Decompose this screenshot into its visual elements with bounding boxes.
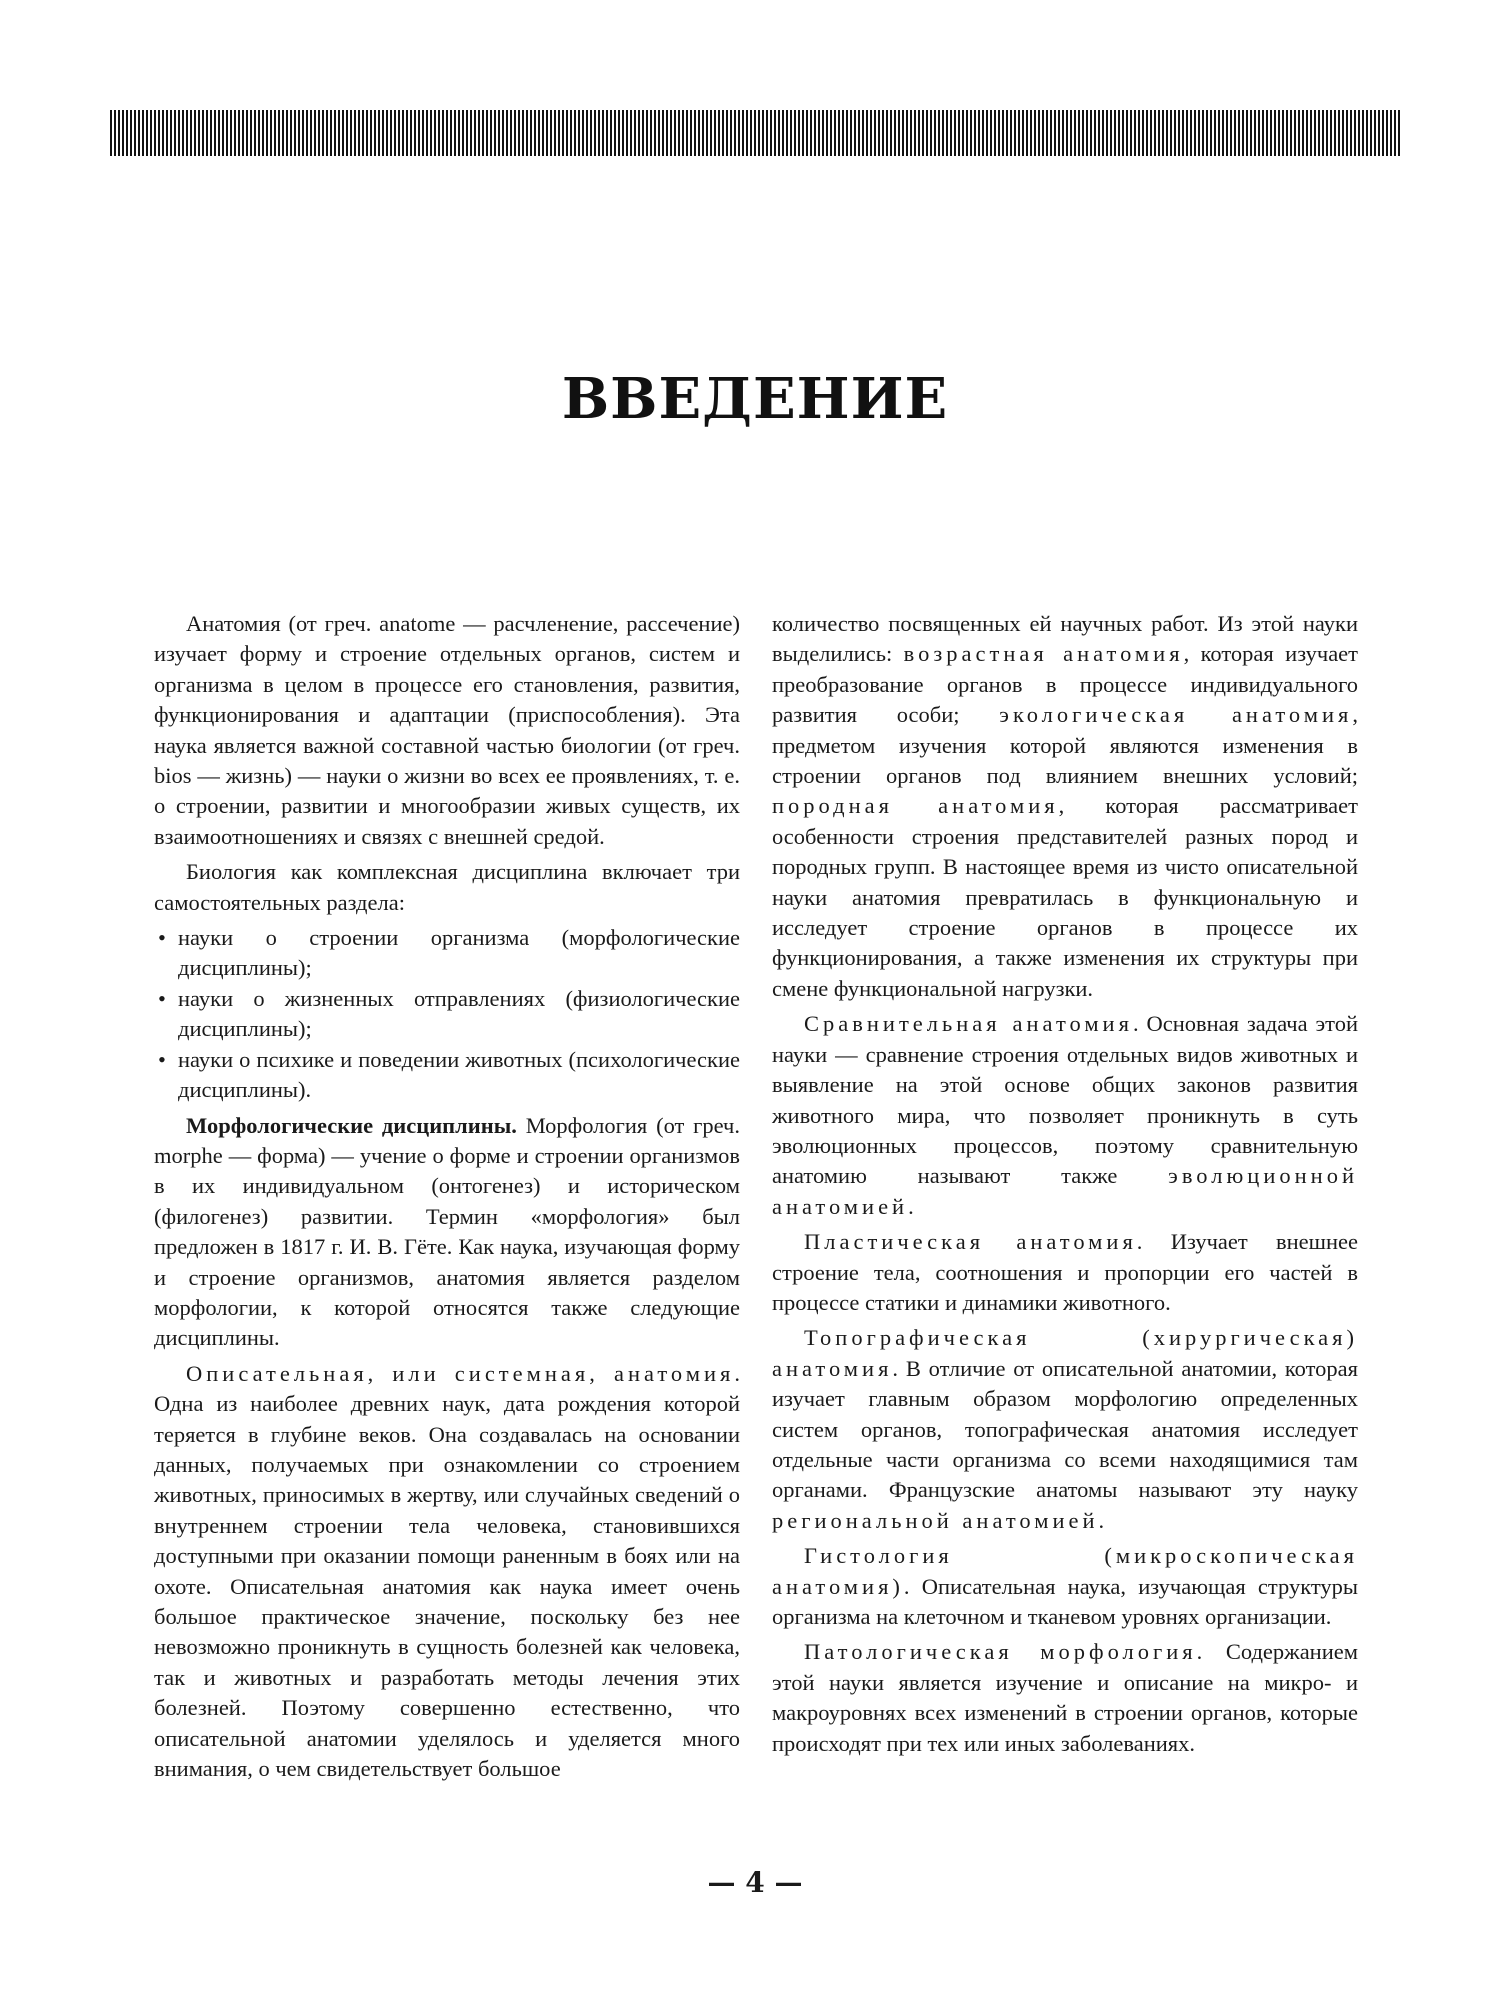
text: . Описательная наука, изучающая структуры организма на клеточном и тканевом уровнях организации. [772,1573,1358,1629]
term: Топографическая (хирургическая) анатомия [772,1325,1358,1381]
list-item: • науки о психике и поведении животных (психологические дисциплины). [154,1045,740,1106]
paragraph: Биология как комплексная дисциплина включает три самостоятельных раздела: [154,859,740,915]
paragraph: Анатомия (от греч. anatome — расчленение, рассечение) изучает форму и строение отдельных органов, систем и организма в целом в процессе его становления, развития, функционирования и адаптации (приспособления). Эта наука является важной составной частью биологии (от греч. bios — жизнь) — науки о жизни во всех ее проявлениях, т. е. о строении, развитии и многообразии живых существ, их взаимоотношениях и связях с внешней средой. [154,611,740,849]
chapter-title: ВВЕДЕНИЕ [561,365,949,432]
left-column [154,609,740,1789]
term: возрастная анатомия [903,641,1184,667]
paragraph [154,1111,740,1354]
paragraph [772,1009,1358,1222]
text: , предметом изучения которой являются изменения в строении органов под влиянием внешних условий; [772,702,1358,789]
text: . В отличие от описательной анатомии, которая изучает главным образом морфологию определенных систем органов, топографическая анатомия исследует отдельные части организма со всеми находящимися там органами. Французские анатомы называют эту науку [772,1355,1358,1503]
right-column [772,609,1358,1764]
text: , которая изучает преобразование органов в процессе индивидуального развития особи; [772,641,1358,728]
section-heading: Морфологические дисциплины. [186,1112,517,1138]
decorative-barcode-strip [110,110,1401,156]
text: . Одна из наиболее древних наук, дата рождения которой теряется в глубине веков. Она создавалась на основании данных, получаемых при ознакомлении со строением животных, приносимых в жертву, или случайных сведений о внутреннем строении тела человека, становившихся доступными при оказании помощи раненным в боях или на охоте. Описательная анатомия как наука имеет очень большое практическое значение, поскольку без нее невозможно проникнуть в сущность болезней как человека, так и животных и разработать методы лечения этих болезней. Поэтому совершенно естественно, что описательной анатомии уделялось и уделяется много внимания, о чем свидетельствует большое [154,1360,740,1782]
text: . Содержанием этой науки является изучение и описание на микро- и макроуровнях всех изменений в строении органов, которые происходят при тех или иных заболеваниях. [772,1639,1358,1756]
list-item: • науки о жизненных отправлениях (физиологические дисциплины); [154,984,740,1045]
text: , которая рассматривает особенности строения представителей разных пород и породных групп. В настоящее время из чисто описательной науки анатомия превратилась в функциональную и исследует строение органов в процессе их функционирования, а также изменения их структуры при смене функциональной нагрузки. [772,793,1358,1001]
text: . Изучает внешнее строение тела, соотношения и пропорции его частей в процессе статики и динамики животного. [772,1229,1358,1315]
text: . [908,1193,914,1219]
term: Патологическая морфология [804,1639,1197,1665]
term: Сравнительная анатомия [804,1011,1133,1037]
paragraph [772,1637,1358,1759]
term: Описательная, или системная, анатомия [186,1360,735,1386]
paragraph [154,1359,740,1785]
text: . Основная задача этой науки — сравнение строения отдельных видов животных и выявление на этой основе общих законов развития животного мира, что позволяет проникнуть в суть эволюционных процессов, поэтому сравнительную анатомию называют также [772,1011,1358,1189]
bullet-list [154,923,740,1105]
page-number: — 4 — [707,1866,803,1899]
paragraph [772,1227,1358,1318]
text: . [1098,1507,1105,1533]
term: Гистология (микроскопическая анатомия) [772,1543,1358,1599]
term: Пластическая анатомия [804,1229,1137,1255]
term: региональной анатомией [772,1507,1099,1533]
term: экологическая анатомия [999,702,1353,728]
paragraph [772,1541,1358,1632]
text: количество посвященных ей научных работ. Из этой науки выделились: [772,611,1358,667]
term: эволюционной анатомией [772,1163,1358,1219]
term: породная анатомия [772,793,1059,819]
paragraph [772,1323,1358,1536]
list-item: • науки о строении организма (морфологические дисциплины); [154,923,740,984]
paragraph [772,609,1358,1004]
text: Морфология (от греч. morphe — форма) — учение о форме и строении организмов в их индивидуальном (онтогенез) и историческом (филогенез) развитии. Термин «морфология» был предложен в 1817 г. И. В. Гёте. Как наука, изучающая форму и строение организмов, анатомия является разделом морфологии, к которой относятся также следующие дисциплины. [154,1112,740,1351]
